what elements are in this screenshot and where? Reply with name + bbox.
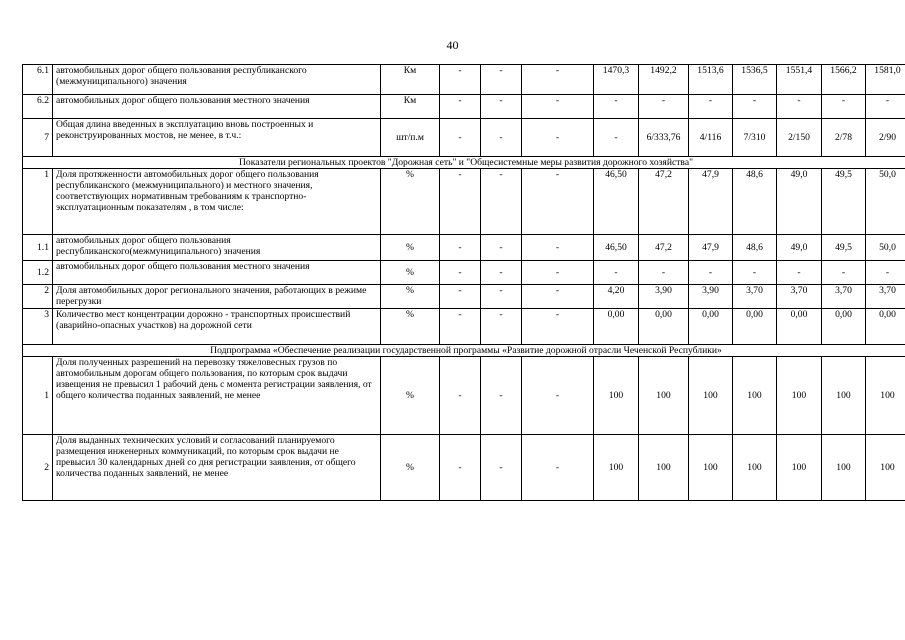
value-cell: - [440, 169, 481, 235]
value-cell: - [689, 95, 733, 119]
value-cell: 46,50 [594, 169, 639, 235]
value-cell: - [639, 261, 689, 285]
indicator-name: Доля автомобильных дорог регионального значения, работающих в режиме перегрузки [53, 285, 381, 309]
value-cell: 47,2 [639, 169, 689, 235]
value-cell: - [440, 95, 481, 119]
table-row [23, 95, 905, 119]
table-row [23, 285, 905, 309]
value-cell: 1551,4 [777, 65, 822, 95]
section-title: Подпрограмма «Обеспечение реализации государственной программы «Развитие дорожной отрасли Чеченской Республики» [23, 345, 905, 357]
row-number: 2 [23, 435, 53, 501]
value-cell: 100 [777, 357, 822, 435]
value-cell: - [822, 95, 866, 119]
value-cell: 7/310 [733, 119, 777, 157]
value-cell: 49,0 [777, 169, 822, 235]
value-cell: - [522, 169, 594, 235]
row-number: 6.2 [23, 95, 53, 119]
value-cell: 4/116 [689, 119, 733, 157]
value-cell: - [440, 65, 481, 95]
value-cell: 1581,0 [866, 65, 905, 95]
unit-cell: % [381, 309, 440, 345]
value-cell: - [594, 261, 639, 285]
unit-cell: Км [381, 65, 440, 95]
row-number: 1.2 [23, 261, 53, 285]
value-cell: - [522, 235, 594, 261]
value-cell: 2/150 [777, 119, 822, 157]
table-row [23, 435, 905, 501]
row-number: 2 [23, 285, 53, 309]
value-cell: 0,00 [822, 309, 866, 345]
value-cell: - [481, 285, 522, 309]
value-cell: - [733, 261, 777, 285]
value-cell: 47,2 [639, 235, 689, 261]
value-cell: 100 [822, 357, 866, 435]
value-cell: 3,70 [777, 285, 822, 309]
value-cell: - [594, 95, 639, 119]
row-number: 1.1 [23, 235, 53, 261]
value-cell: - [481, 435, 522, 501]
value-cell: 100 [689, 435, 733, 501]
value-cell: 4,20 [594, 285, 639, 309]
indicators-table [22, 64, 905, 501]
value-cell: - [822, 261, 866, 285]
value-cell: - [522, 261, 594, 285]
table-row [23, 357, 905, 435]
row-number: 3 [23, 309, 53, 345]
value-cell: - [522, 285, 594, 309]
value-cell: 47,9 [689, 235, 733, 261]
value-cell: 49,5 [822, 235, 866, 261]
value-cell: - [777, 95, 822, 119]
value-cell: - [440, 309, 481, 345]
indicator-name: Доля выданных технических условий и согласований планируемого размещения инженерных коммуникаций, по которым срок выдачи не превысил 30 календарных дней со дня регистрации заявления, от общего количества поданных заявлений, не менее [53, 435, 381, 501]
value-cell: - [440, 357, 481, 435]
table-body [23, 65, 905, 501]
value-cell: 0,00 [594, 309, 639, 345]
indicator-name: автомобильных дорог общего пользования местного значения [53, 261, 381, 285]
section-header-row [23, 157, 905, 169]
value-cell: 100 [594, 435, 639, 501]
value-cell: 1566,2 [822, 65, 866, 95]
value-cell: 47,9 [689, 169, 733, 235]
row-number: 1 [23, 357, 53, 435]
value-cell: 0,00 [733, 309, 777, 345]
value-cell: - [866, 95, 905, 119]
value-cell: - [689, 261, 733, 285]
value-cell: - [522, 119, 594, 157]
value-cell: - [481, 357, 522, 435]
value-cell: - [440, 261, 481, 285]
indicator-name: автомобильных дорог общего пользования республиканского(межмуниципального) значения [53, 235, 381, 261]
value-cell: 1470,3 [594, 65, 639, 95]
value-cell: - [594, 119, 639, 157]
value-cell: - [777, 261, 822, 285]
value-cell: 49,0 [777, 235, 822, 261]
value-cell: 3,90 [689, 285, 733, 309]
value-cell: 0,00 [689, 309, 733, 345]
table-row [23, 261, 905, 285]
value-cell: 50,0 [866, 235, 905, 261]
value-cell: 0,00 [777, 309, 822, 345]
value-cell: - [440, 285, 481, 309]
value-cell: 3,70 [733, 285, 777, 309]
unit-cell: % [381, 169, 440, 235]
value-cell: 46,50 [594, 235, 639, 261]
value-cell: 100 [639, 357, 689, 435]
row-number: 6.1 [23, 65, 53, 95]
value-cell: 0,00 [639, 309, 689, 345]
page-number: 40 [446, 38, 459, 52]
section-header-row [23, 345, 905, 357]
indicator-name: Доля протяженности автомобильных дорог общего пользования республиканского (межмуниципального) и местного значения, соответствующих нормативным требованиям к транспортно-эксплуатационным показателям , в том числе: [53, 169, 381, 235]
value-cell: - [866, 261, 905, 285]
value-cell: 100 [594, 357, 639, 435]
value-cell: 3,90 [639, 285, 689, 309]
value-cell: - [639, 95, 689, 119]
indicator-name: Общая длина введенных в эксплуатацию вновь построенных и реконструированных мостов, не менее, в т.ч.: [53, 119, 381, 157]
value-cell: 2/78 [822, 119, 866, 157]
value-cell: - [440, 235, 481, 261]
indicator-name: автомобильных дорог общего пользования республиканского (межмуниципального) значения [53, 65, 381, 95]
unit-cell: % [381, 357, 440, 435]
value-cell: - [522, 309, 594, 345]
value-cell: - [481, 119, 522, 157]
value-cell: - [522, 435, 594, 501]
value-cell: - [481, 169, 522, 235]
unit-cell: Км [381, 95, 440, 119]
unit-cell: % [381, 285, 440, 309]
value-cell: 48,6 [733, 169, 777, 235]
value-cell: - [440, 119, 481, 157]
table-row [23, 119, 905, 157]
value-cell: - [481, 309, 522, 345]
value-cell: 48,6 [733, 235, 777, 261]
table-row [23, 235, 905, 261]
value-cell: 2/90 [866, 119, 905, 157]
unit-cell: % [381, 261, 440, 285]
value-cell: 100 [639, 435, 689, 501]
value-cell: 100 [689, 357, 733, 435]
table-row [23, 309, 905, 345]
value-cell: 100 [822, 435, 866, 501]
value-cell: 100 [866, 357, 905, 435]
value-cell: 1492,2 [639, 65, 689, 95]
row-number: 1 [23, 169, 53, 235]
table-row [23, 169, 905, 235]
value-cell: 3,70 [866, 285, 905, 309]
value-cell: 100 [866, 435, 905, 501]
value-cell: 50,0 [866, 169, 905, 235]
value-cell: - [481, 261, 522, 285]
value-cell: - [522, 357, 594, 435]
value-cell: 1513,6 [689, 65, 733, 95]
value-cell: - [733, 95, 777, 119]
value-cell: 6/333,76 [639, 119, 689, 157]
indicator-name: Доля полученных разрешений на перевозку тяжеловесных грузов по автомобильным дорогам общего пользования, по которым срок выдачи извещения не превысил 1 рабочий день с момента регистрации заявления, от общего количества поданных заявлений, не менее [53, 357, 381, 435]
value-cell: 1536,5 [733, 65, 777, 95]
indicator-name: автомобильных дорог общего пользования местного значения [53, 95, 381, 119]
value-cell: - [440, 435, 481, 501]
value-cell: 100 [777, 435, 822, 501]
section-title: Показатели региональных проектов "Дорожная сеть" и "Общесистемные меры развития дорожного хозяйства" [23, 157, 905, 169]
value-cell: - [481, 65, 522, 95]
value-cell: 100 [733, 435, 777, 501]
row-number: 7 [23, 119, 53, 157]
unit-cell: % [381, 435, 440, 501]
value-cell: - [481, 235, 522, 261]
unit-cell: шт/п.м [381, 119, 440, 157]
table-row [23, 65, 905, 95]
indicator-name: Количество мест концентрации дорожно - транспортных происшествий (аварийно-опасных участков) на дорожной сети [53, 309, 381, 345]
value-cell: 100 [733, 357, 777, 435]
value-cell: - [481, 95, 522, 119]
value-cell: 0,00 [866, 309, 905, 345]
unit-cell: % [381, 235, 440, 261]
value-cell: - [522, 95, 594, 119]
value-cell: 49,5 [822, 169, 866, 235]
value-cell: 3,70 [822, 285, 866, 309]
value-cell: - [522, 65, 594, 95]
